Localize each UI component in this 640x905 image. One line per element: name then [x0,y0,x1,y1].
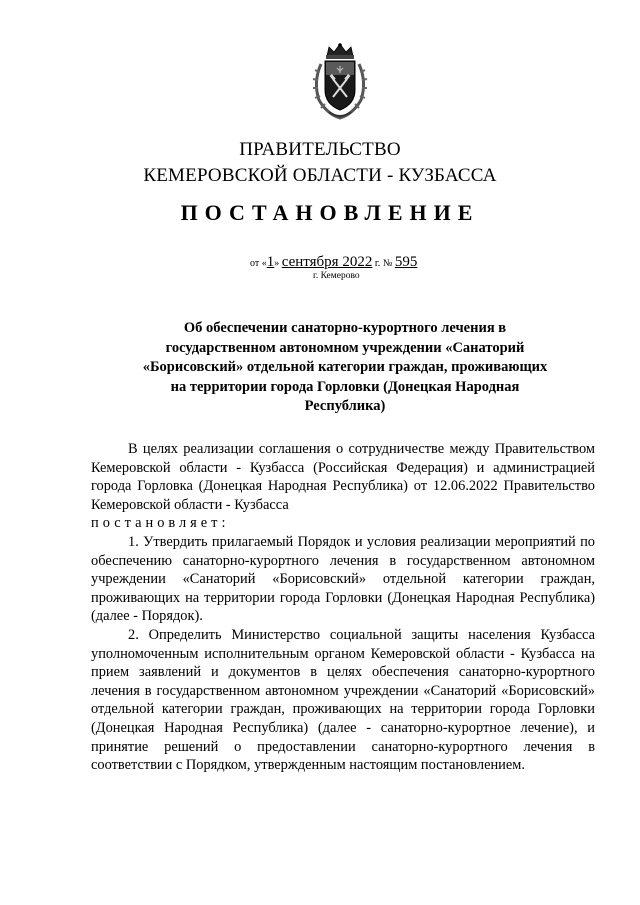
document-date-number [250,254,417,271]
government-name-line2: КЕМЕРОВСКОЙ ОБЛАСТИ - КУЗБАССА [143,165,497,186]
document-number: 595 [394,254,418,270]
document-body [91,440,595,775]
document-subject: Об обеспечении санаторно-курортного лечения в государственном автономном учреждении «Санаторий «Борисовский» отдельной категории граждан, проживающих на территории города Горловки (Донецкая Народная Республика) [142,320,548,414]
number-label: № [382,258,393,269]
document-city: г. Кемерово [313,271,360,281]
item-1-paragraph: 1. Утвердить прилагаемый Порядок и условия реализации мероприятий по обеспечению санаторно-курортного лечения в государственном автономном учреждении «Санаторий «Борисовский» отдельной категории граждан, проживающих на территории города Горловки (Донецкая Народная Республика) (далее - Порядок). [91,533,595,625]
date-day: 1 [266,254,275,270]
date-year-suffix: г. [374,258,381,269]
government-name-line1: ПРАВИТЕЛЬСТВО [239,139,401,160]
resolves-word: постановляет: [91,515,230,532]
item-2-paragraph: 2. Определить Министерство социальной защиты населения Кузбасса уполномоченным исполнительным органом Кемеровской области - Кузбасса на прием заявлений и документов в целях обеспечения санаторно-курортного лечения в государственном автономном учреждении «Санаторий «Борисовский» отдельной категории граждан, проживающих на территории города Горловки (Донецкая Народная Республика) (далее - санаторно-курортное лечение), и принятие решений о предоставлении санаторно-курортного лечения в соответствии с Порядком, утвержденным настоящим постановлением. [91,626,595,774]
date-month-year: сентября 2022 [281,254,373,270]
date-prefix: от « [250,258,267,269]
document-type: ПОСТАНОВЛЕНИЕ [180,200,480,225]
date-quote-close: » [274,258,280,269]
preamble-paragraph: В целях реализации соглашения о сотрудничестве между Правительством Кемеровской области - Кузбасса (Российская Федерация) и администрацией города Горловка (Донецкая Народная Республика) от 12.06.2022 Правительство Кемеровской области - Кузбасса [91,441,595,513]
coat-of-arms-icon [309,42,371,120]
